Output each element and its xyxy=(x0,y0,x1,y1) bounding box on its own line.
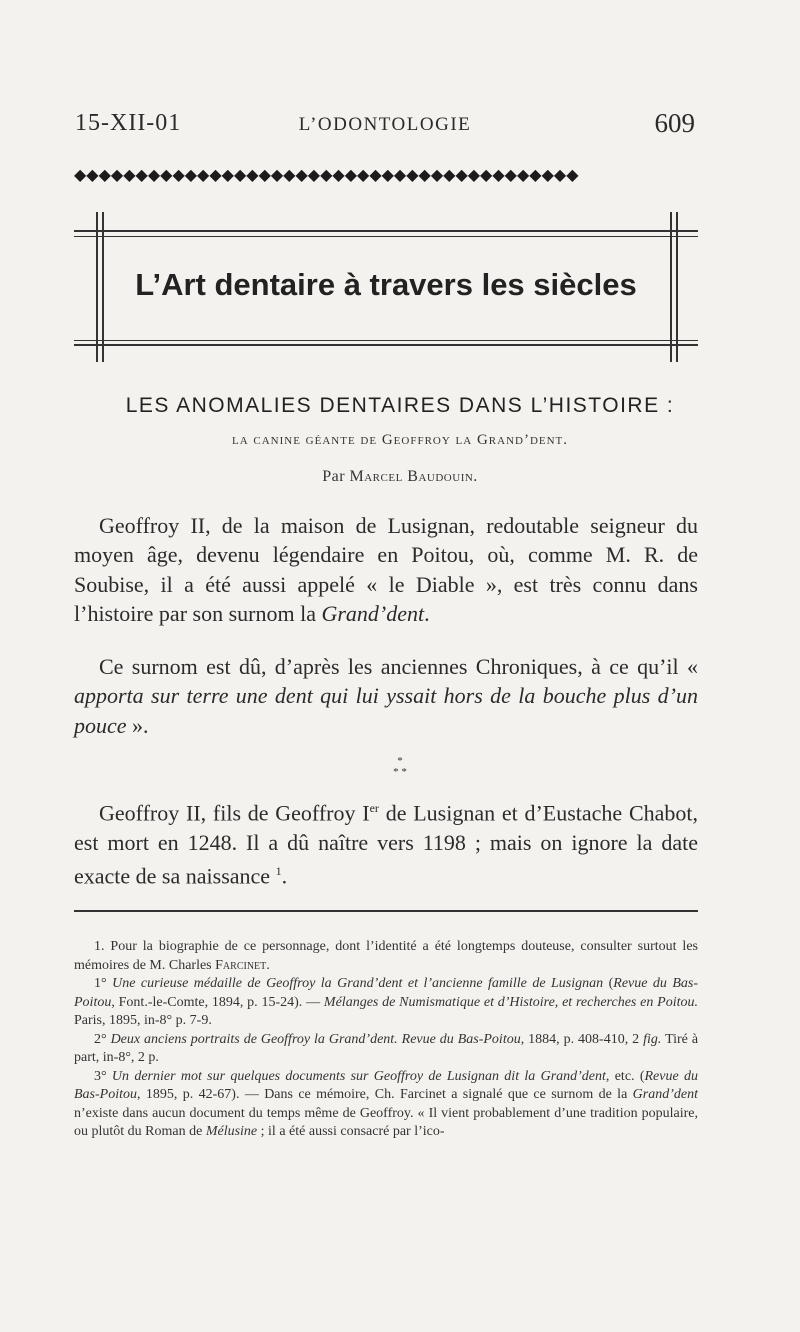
p3-end: . xyxy=(281,863,288,889)
fn-item-title: Un dernier mot sur quelques documents sur Geoffroy de Lusignan dit la Grand’dent xyxy=(111,1068,606,1084)
article-heading: LES ANOMALIES DENTAIRES DANS L’HISTOIRE : xyxy=(125,394,675,417)
fn-item-number: 2° xyxy=(94,1031,107,1047)
fn1-end: . xyxy=(266,957,270,973)
section-title: L’Art dentaire à travers les siècles xyxy=(135,267,637,302)
p2-end: ». xyxy=(132,712,149,738)
frame-rule-bottom-inner xyxy=(74,340,698,341)
fn-item-text: n’existe dans aucun document du temps même de Geoffroy. « Il vient probablement d’une tradition populaire, ou plutôt du Roman de xyxy=(74,1105,698,1139)
fn-item-fig: fig. xyxy=(643,1031,662,1047)
article-byline xyxy=(0,468,800,486)
fn-item-number: 1° xyxy=(94,976,107,991)
fn-item-title: Deux anciens portraits de Geoffroy la Grand’dent. xyxy=(110,1031,398,1047)
fn1-text: 1. Pour la biographie de ce personnage, dont l’identité a été longtemps douteuse, consulter surtout les mémoires de M. Charles xyxy=(74,939,698,973)
fn-item-text: ; il a été aussi consacré par l’ico- xyxy=(260,1124,445,1139)
asterism-bottom: * * xyxy=(393,766,407,778)
article-subtitle: la canine géante de Geoffroy la Grand’dent. xyxy=(231,432,569,448)
paragraph-1 xyxy=(74,511,698,628)
asterism-top: * xyxy=(397,755,403,767)
fn-item-text: , Font.-le-Comte, 1894, p. 15-24). — xyxy=(111,994,321,1010)
byline-author: Marcel Baudouin. xyxy=(349,468,478,485)
fn-item-text: Paris, 1895, in-8° p. 7-9. xyxy=(74,1013,212,1028)
frame-rule-top-outer xyxy=(74,230,698,232)
footnote-1-item-3 xyxy=(74,1068,698,1142)
running-head xyxy=(75,110,695,146)
footnote-ref: 1 xyxy=(275,863,282,878)
paragraph-2 xyxy=(74,652,698,740)
p3-text-a: Geoffroy II, fils de Geoffroy I xyxy=(99,800,370,826)
footnote-1 xyxy=(74,938,698,975)
footnote-1-item-1 xyxy=(74,975,698,1031)
fn-item-journal: Revue du Bas-Poitou xyxy=(401,1031,521,1047)
frame-rule-bottom-outer xyxy=(74,344,698,346)
page-number: 609 xyxy=(654,108,695,138)
paragraph-3 xyxy=(74,794,698,891)
p2-text: Ce surnom est dû, d’après les anciennes Chroniques, à ce qu’il « xyxy=(99,654,698,679)
fn-item-italic: Grand’dent xyxy=(632,1087,698,1102)
ornamental-border: ◆◆◆◆◆◆◆◆◆◆◆◆◆◆◆◆◆◆◆◆◆◆◆◆◆◆◆◆◆◆◆◆◆◆◆◆◆◆◆◆◆ xyxy=(74,167,579,184)
footnote-1-item-2 xyxy=(74,1031,698,1068)
fn-item-journal: Revue du Bas-Poitou xyxy=(74,976,699,1010)
fn-item-text: , etc. ( xyxy=(605,1068,645,1084)
fn-item-number: 3° xyxy=(94,1068,107,1084)
p2-italic-quote: apporta sur terre une dent qui lui yssait hors de la bouche plus d’un pouce xyxy=(74,683,698,738)
fn-item-journal: Revue du Bas-Poitou xyxy=(74,1068,698,1102)
p1-italic: Grand’dent xyxy=(321,600,425,626)
fn-item-text: Tiré à part, in-8°, 2 p. xyxy=(74,1031,699,1065)
asterism xyxy=(0,756,800,778)
fn-item-text: ( xyxy=(608,976,614,991)
p3-text-b: de Lusignan et d’Eustache Chabot, est mort en 1248. Il a dû naître vers 1198 ; mais on ignore la date exacte de sa naissance xyxy=(74,800,699,889)
footnote-rule xyxy=(74,910,698,912)
fn-item-text: , 1895, p. 42-67). — Dans ce mémoire, Ch. Farcinet a signalé que ce surnom de la xyxy=(137,1087,628,1102)
section-title-frame xyxy=(74,212,698,362)
p3-superscript: er xyxy=(369,801,379,815)
p1-end: . xyxy=(424,600,430,626)
frame-rule-top-inner xyxy=(74,236,698,237)
journal-name: L’ODONTOLOGIE xyxy=(298,114,472,135)
fn-item-text: , 1884, p. 408-410, 2 xyxy=(520,1031,640,1047)
p1-text: Geoffroy II, de la maison de Lusignan, redoutable seigneur du moyen âge, devenu légendaire en Poitou, où, comme M. R. de Soubise, il a été aussi appelé « le Diable », est très connu dans l’histoire par son surnom la xyxy=(74,513,698,626)
fn-item-title: Mélanges de Numismatique et d’Histoire, et recherches en Poitou. xyxy=(323,994,699,1010)
fn-item-title: Une curieuse médaille de Geoffroy la Grand’dent et l’ancienne famille de Lusignan xyxy=(112,976,604,991)
fn-item-italic: Mélusine xyxy=(205,1124,258,1139)
fn1-author: Farcinet xyxy=(215,957,267,973)
byline-prefix: Par xyxy=(322,468,346,485)
issue-date: 15-XII-01 xyxy=(75,110,182,136)
footnotes xyxy=(74,938,698,1142)
